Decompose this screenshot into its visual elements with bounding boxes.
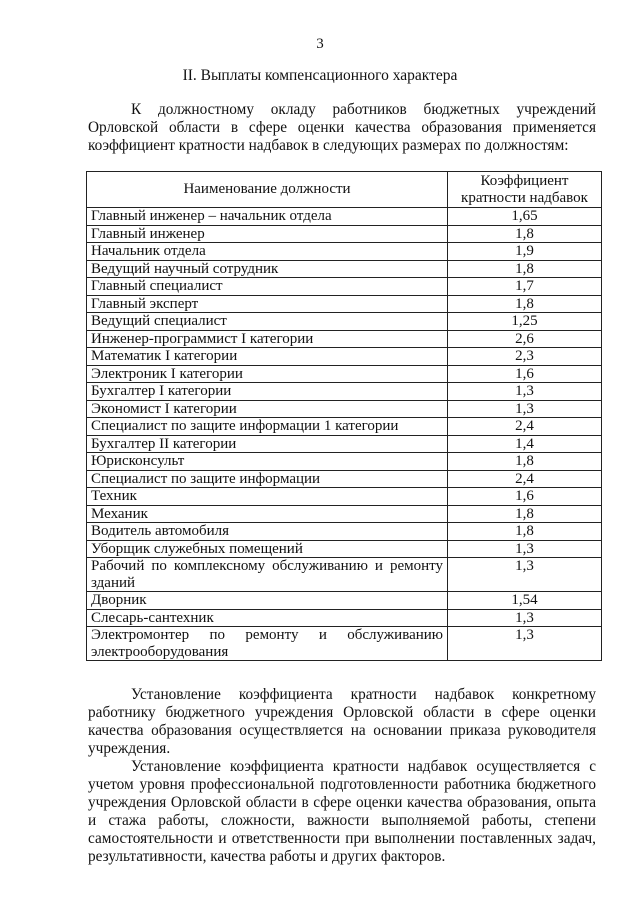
coefficient-value: 1,8 <box>448 523 602 541</box>
coefficient-value: 2,4 <box>448 418 602 436</box>
position-name: Специалист по защите информации 1 категории <box>87 418 448 436</box>
coefficient-value: 1,8 <box>448 453 602 471</box>
coefficient-value: 1,6 <box>448 365 602 383</box>
table-row <box>87 278 602 296</box>
table-row <box>87 609 602 627</box>
table-row <box>87 523 602 541</box>
position-name: Дворник <box>87 592 448 610</box>
position-name: Специалист по защите информации <box>87 470 448 488</box>
position-name: Инженер-программист I категории <box>87 330 448 348</box>
coefficient-value: 1,9 <box>448 243 602 261</box>
position-name: Главный эксперт <box>87 295 448 313</box>
table-row <box>87 540 602 558</box>
table-row <box>87 348 602 366</box>
position-name: Главный инженер – начальник отдела <box>87 208 448 226</box>
position-name: Техник <box>87 488 448 506</box>
table-row <box>87 627 602 661</box>
position-name: Уборщик служебных помещений <box>87 540 448 558</box>
coefficient-value: 1,3 <box>448 400 602 418</box>
position-name: Механик <box>87 505 448 523</box>
coefficient-value: 1,54 <box>448 592 602 610</box>
table-row <box>87 260 602 278</box>
table-row <box>87 383 602 401</box>
table-row <box>87 435 602 453</box>
coefficient-value: 2,4 <box>448 470 602 488</box>
coefficient-value: 1,8 <box>448 295 602 313</box>
coefficient-value: 1,25 <box>448 313 602 331</box>
position-name: Начальник отдела <box>87 243 448 261</box>
position-name: Водитель автомобиля <box>87 523 448 541</box>
coefficient-value: 1,65 <box>448 208 602 226</box>
table-row <box>87 558 602 592</box>
table-row <box>87 453 602 471</box>
coefficient-table <box>86 171 602 661</box>
coefficient-value: 1,8 <box>448 225 602 243</box>
table-row <box>87 208 602 226</box>
position-name: Экономист I категории <box>87 400 448 418</box>
table-row <box>87 295 602 313</box>
coefficient-value: 2,6 <box>448 330 602 348</box>
coefficient-value: 1,8 <box>448 505 602 523</box>
coefficient-value: 1,3 <box>448 558 602 592</box>
section-title: II. Выплаты компенсационного характера <box>182 67 458 84</box>
table-row <box>87 418 602 436</box>
paragraph-establishment-order: Установление коэффициента кратности надбавок конкретному работнику бюджетного учреждения Орловской области в сфере оценки качества образования осуществляется на основании приказа руководителя учреждения. <box>88 686 596 757</box>
table-row <box>87 470 602 488</box>
coefficient-value: 1,3 <box>448 383 602 401</box>
intro-paragraph: К должностному окладу работников бюджетных учреждений Орловской области в сфере оценки качества образования применяется коэффициент кратности надбавок в следующих размерах по должностям: <box>88 101 596 154</box>
table-row <box>87 505 602 523</box>
position-name: Юрисконсульт <box>87 453 448 471</box>
table-row <box>87 400 602 418</box>
paragraph-establishment-factors: Установление коэффициента кратности надбавок осуществляется с учетом уровня профессиональной подготовленности работника бюджетного учреждения Орловской области в сфере оценки качества образования, опыта и стажа работы, сложности, важности выполняемой работы, степени самостоятельности и ответственности при выполнении поставленных задач, результативности, качества работы и других факторов. <box>88 758 596 865</box>
page-number: 3 <box>316 36 324 52</box>
table-row <box>87 592 602 610</box>
table-row <box>87 313 602 331</box>
table-row <box>87 225 602 243</box>
coefficient-value: 1,6 <box>448 488 602 506</box>
table-row <box>87 243 602 261</box>
table-row <box>87 330 602 348</box>
coefficient-value: 1,3 <box>448 540 602 558</box>
position-name: Электромонтер по ремонту и обслуживанию электрооборудования <box>87 627 448 661</box>
position-name: Ведущий научный сотрудник <box>87 260 448 278</box>
position-name: Бухгалтер II категории <box>87 435 448 453</box>
header-coefficient: Коэффициент кратности надбавок <box>448 172 602 208</box>
coefficient-value: 1,7 <box>448 278 602 296</box>
table-header-row <box>87 172 602 208</box>
position-name: Рабочий по комплексному обслуживанию и ремонту зданий <box>87 558 448 592</box>
header-position-name: Наименование должности <box>87 172 448 208</box>
position-name: Электроник I категории <box>87 365 448 383</box>
position-name: Ведущий специалист <box>87 313 448 331</box>
position-name: Математик I категории <box>87 348 448 366</box>
coefficient-value: 1,4 <box>448 435 602 453</box>
coefficient-value: 2,3 <box>448 348 602 366</box>
position-name: Бухгалтер I категории <box>87 383 448 401</box>
table-row <box>87 488 602 506</box>
position-name: Главный инженер <box>87 225 448 243</box>
coefficient-value: 1,8 <box>448 260 602 278</box>
table-row <box>87 365 602 383</box>
position-name: Главный специалист <box>87 278 448 296</box>
coefficient-value: 1,3 <box>448 627 602 661</box>
position-name: Слесарь-сантехник <box>87 609 448 627</box>
coefficient-value: 1,3 <box>448 609 602 627</box>
